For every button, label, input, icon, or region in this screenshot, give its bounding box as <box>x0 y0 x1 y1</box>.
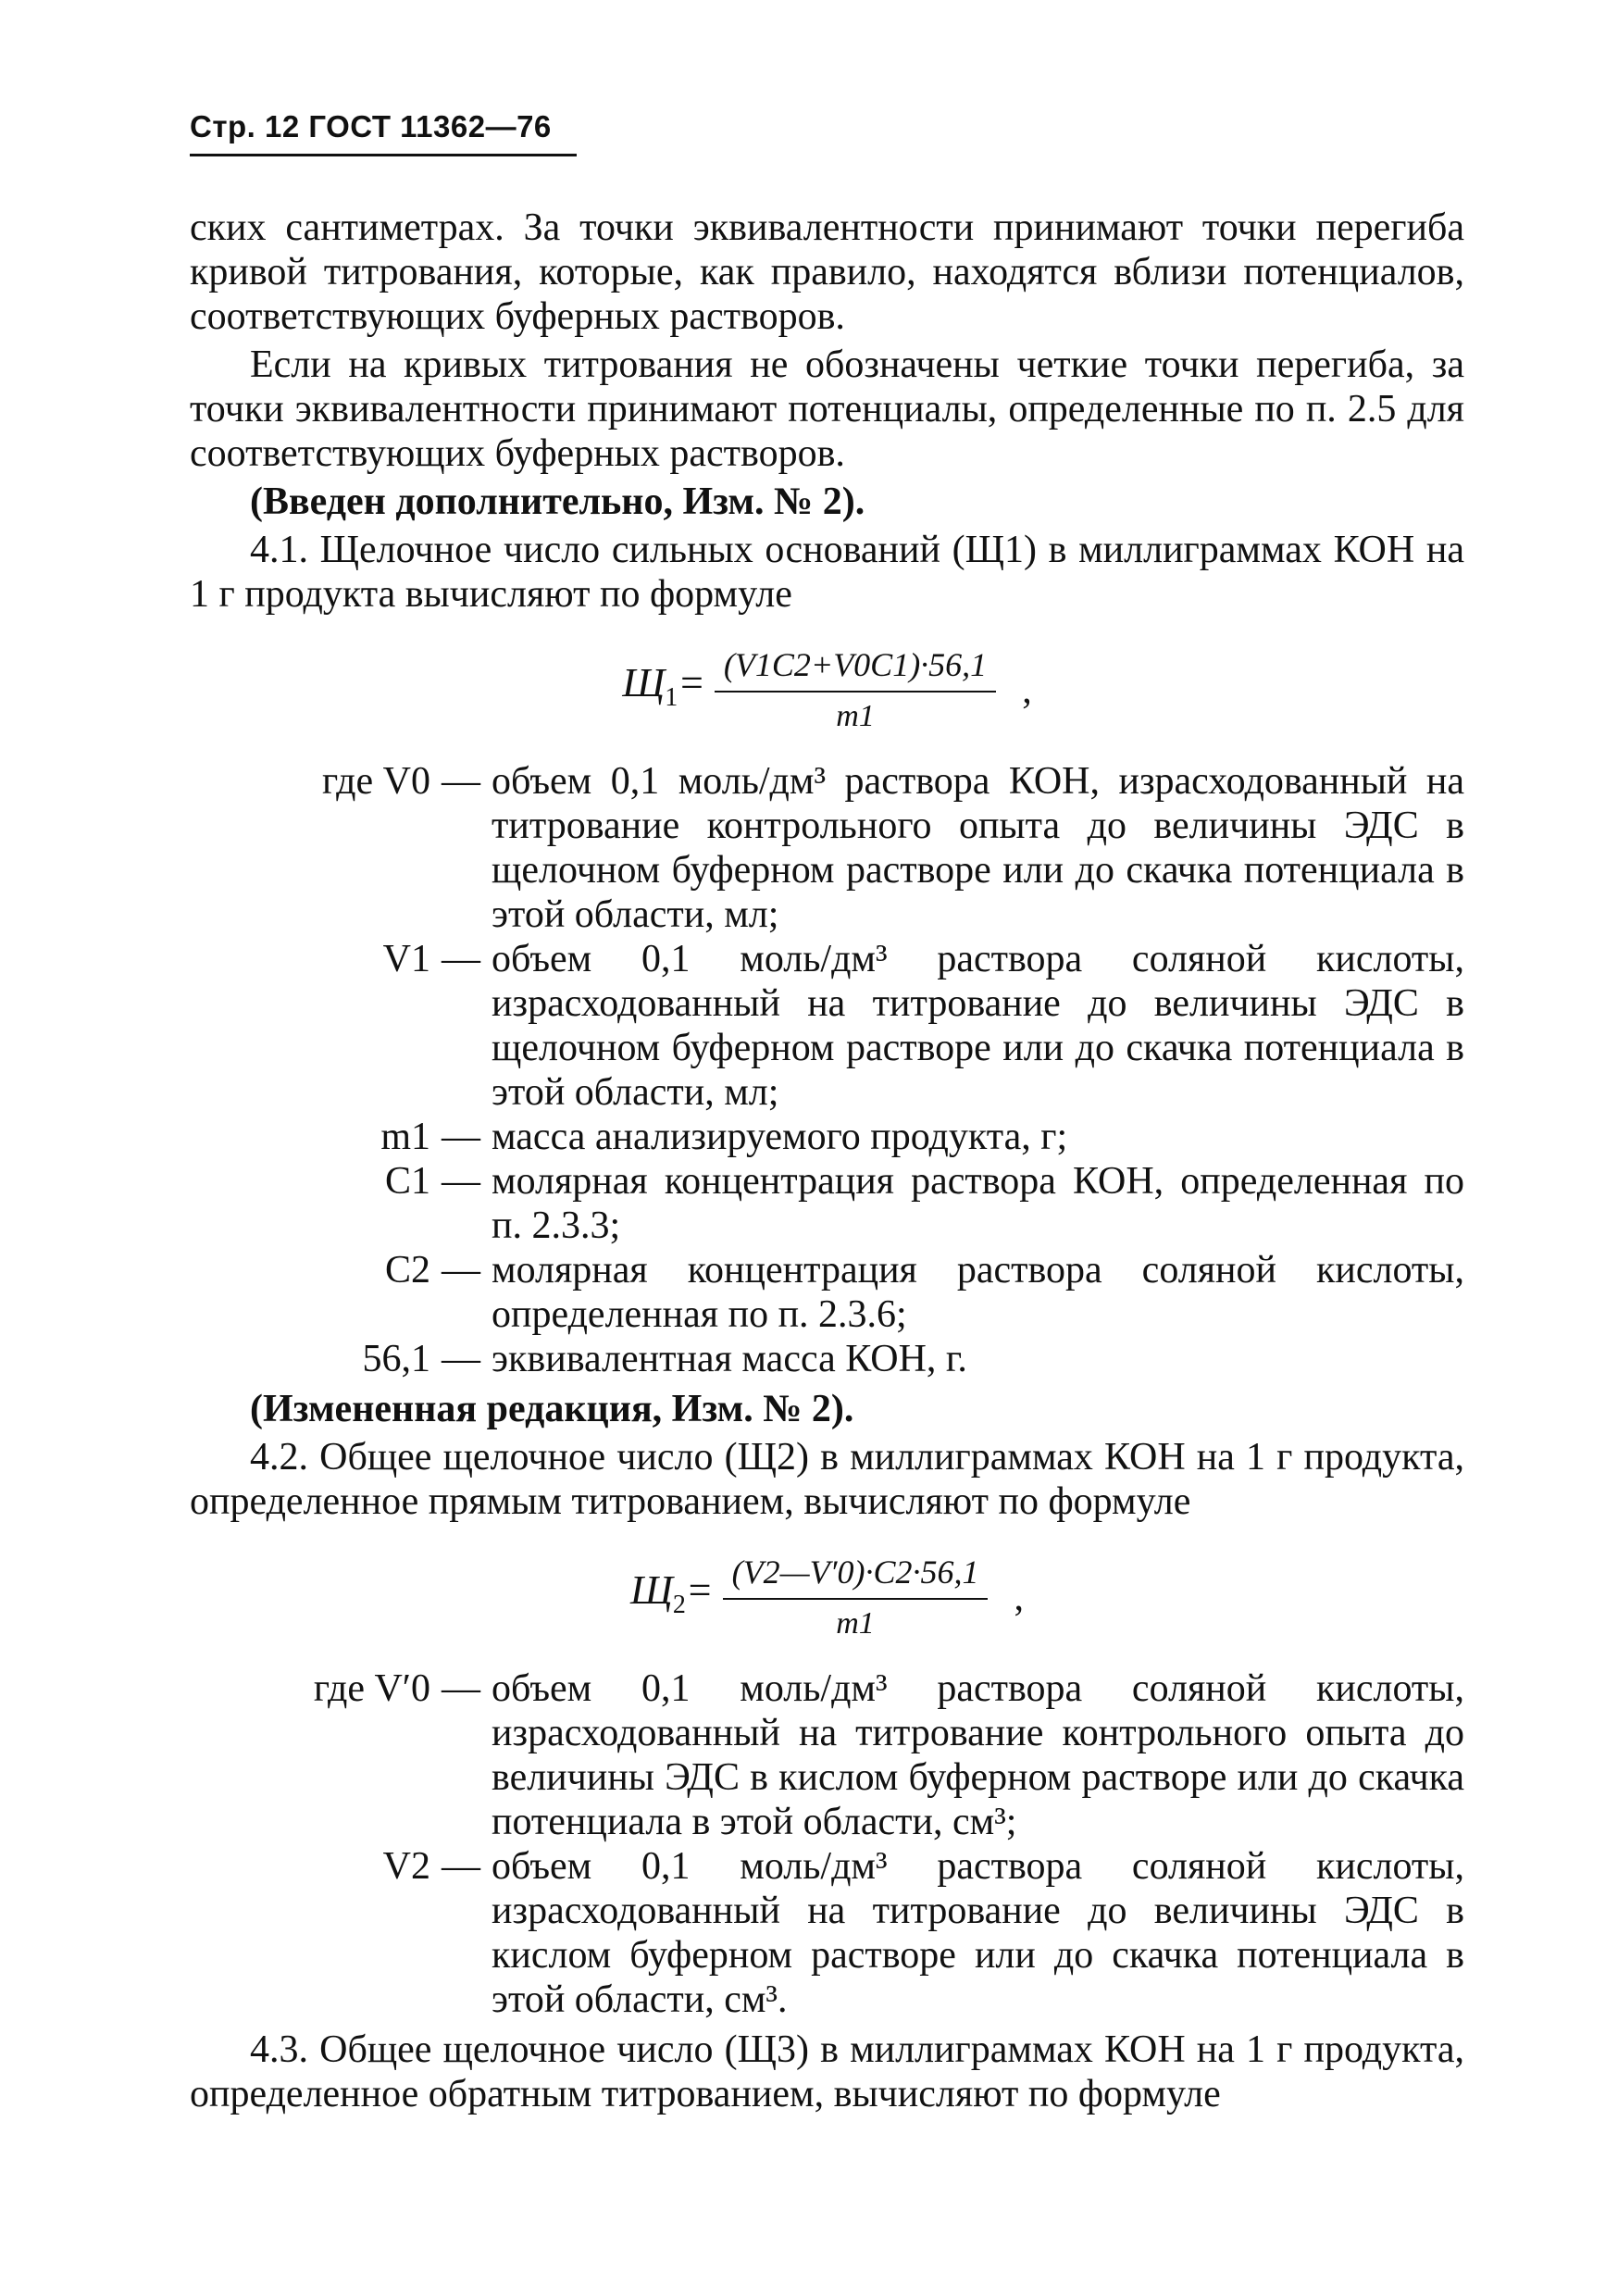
if-paragraph: Если на кривых титрования не обозначены четкие точки перегиба, за точки эквивалентности принимают потенциалы, определенные по п. 2.5 для соответствующих буферных растворов. <box>190 343 1464 475</box>
formula-lhs: $Щ_1=$ <box>622 660 705 712</box>
section-4-3-text: 4.3. Общее щелочное число (Щ3) в миллиграммах КОН на 1 г продукта, определенное обратным титрованием, вычисляют по формуле <box>190 2028 1464 2115</box>
definition-term: C2 <box>384 1249 430 1292</box>
definition-item: C1 — молярная концентрация раствора КОН, определенная по п. 2.3.3; <box>190 1159 1464 1248</box>
note-changed: (Измененная редакция, Изм. № 2). <box>250 1388 854 1430</box>
header-rule <box>190 154 577 156</box>
definition-item: 56,1 — эквивалентная масса КОН, г. <box>190 1337 1464 1381</box>
definition-item: V1 — объем 0,1 моль/дм³ раствора соляной кислоты, израсходованный на титрование до величины ЭДС в щелочном буферном растворе или до скачка потенциала в этой области, мл; <box>190 937 1464 1115</box>
definition-term: V2 <box>382 1845 430 1888</box>
definition-item: где V′0 — объем 0,1 моль/дм³ раствора соляной кислоты, израсходованный на титрование контрольного опыта до величины ЭДС в кислом буферном растворе или до скачка потенциала в этой области, см³; <box>190 1666 1464 1844</box>
formula-numerator: (V2—V′0)·C2·56,1 <box>723 1550 989 1600</box>
formula-comma: , <box>1022 669 1032 712</box>
formula-sch2 <box>190 1550 1464 1646</box>
definition-desc: объем 0,1 моль/дм³ раствора соляной кислоты, израсходованный на титрование до величины ЭДС в кислом буферном растворе или до скачка потенциала в этой области, см³. <box>492 1845 1464 2021</box>
formula-numerator: (V1C2+V0C1)·56,1 <box>715 643 996 693</box>
definitions-4-1 <box>190 759 1464 1381</box>
definition-desc: объем 0,1 моль/дм³ раствора соляной кислоты, израсходованный на титрование до величины ЭДС в щелочном буферном растворе или до скачка потенциала в этой области, мл; <box>492 938 1464 1114</box>
definition-desc: объем 0,1 моль/дм³ раствора КОН, израсходованный на титрование контрольного опыта до величины ЭДС в щелочном буферном растворе или до скачка потенциала в этой области, мл; <box>492 760 1464 936</box>
definition-term: m1 <box>380 1116 430 1158</box>
formula-denominator: m1 <box>836 699 875 733</box>
formula-sch1 <box>190 643 1464 739</box>
definition-item: C2 — молярная концентрация раствора соляной кислоты, определенная по п. 2.3.6; <box>190 1248 1464 1337</box>
formula-comma: , <box>1014 1577 1024 1619</box>
definition-term: C1 <box>384 1160 430 1203</box>
formula-fraction <box>715 643 996 739</box>
intro-paragraph: ских сантиметрах. За точки эквивалентности принимают точки перегиба кривой титрования, которые, как правило, находятся вблизи потенциалов, соответствующих буферных растворов. <box>190 206 1464 338</box>
document-body <box>190 206 1464 2120</box>
definition-term: где V′0 <box>313 1667 430 1710</box>
section-4-1-text: 4.1. Щелочное число сильных оснований (Щ1) в миллиграммах КОН на 1 г продукта вычисляют по формуле <box>190 529 1464 616</box>
definition-item: m1 — масса анализируемого продукта, г; <box>190 1115 1464 1159</box>
definition-desc: молярная концентрация раствора соляной кислоты, определенная по п. 2.3.6; <box>492 1249 1464 1336</box>
formula-lhs: $Щ_2=$ <box>630 1567 714 1619</box>
definition-desc: молярная концентрация раствора КОН, определенная по п. 2.3.3; <box>492 1160 1464 1247</box>
definitions-4-2 <box>190 1666 1464 2022</box>
section-4-2-text: 4.2. Общее щелочное число (Щ2) в миллиграммах КОН на 1 г продукта, определенное прямым титрованием, вычисляют по формуле <box>190 1436 1464 1523</box>
definition-term: 56,1 <box>362 1338 430 1380</box>
formula-denominator: m1 <box>836 1606 875 1641</box>
definition-term: где V0 <box>322 760 430 803</box>
definition-desc: масса анализируемого продукта, г; <box>492 1116 1068 1158</box>
definition-term: V1 <box>382 938 430 980</box>
definition-desc: объем 0,1 моль/дм³ раствора соляной кислоты, израсходованный на титрование контрольного опыта до величины ЭДС в кислом буферном растворе или до скачка потенциала в этой области, см³; <box>492 1667 1464 1843</box>
formula-fraction <box>723 1550 989 1646</box>
definition-item: где V0 — объем 0,1 моль/дм³ раствора КОН, израсходованный на титрование контрольного опыта до величины ЭДС в щелочном буферном растворе или до скачка потенциала в этой области, мл; <box>190 759 1464 937</box>
page-header: Стр. 12 ГОСТ 11362—76 <box>190 109 552 144</box>
definition-desc: эквивалентная масса КОН, г. <box>492 1338 967 1380</box>
note-added: (Введен дополнительно, Изм. № 2). <box>250 480 865 523</box>
definition-item: V2 — объем 0,1 моль/дм³ раствора соляной кислоты, израсходованный на титрование до величины ЭДС в кислом буферном растворе или до скачка потенциала в этой области, см³. <box>190 1844 1464 2022</box>
